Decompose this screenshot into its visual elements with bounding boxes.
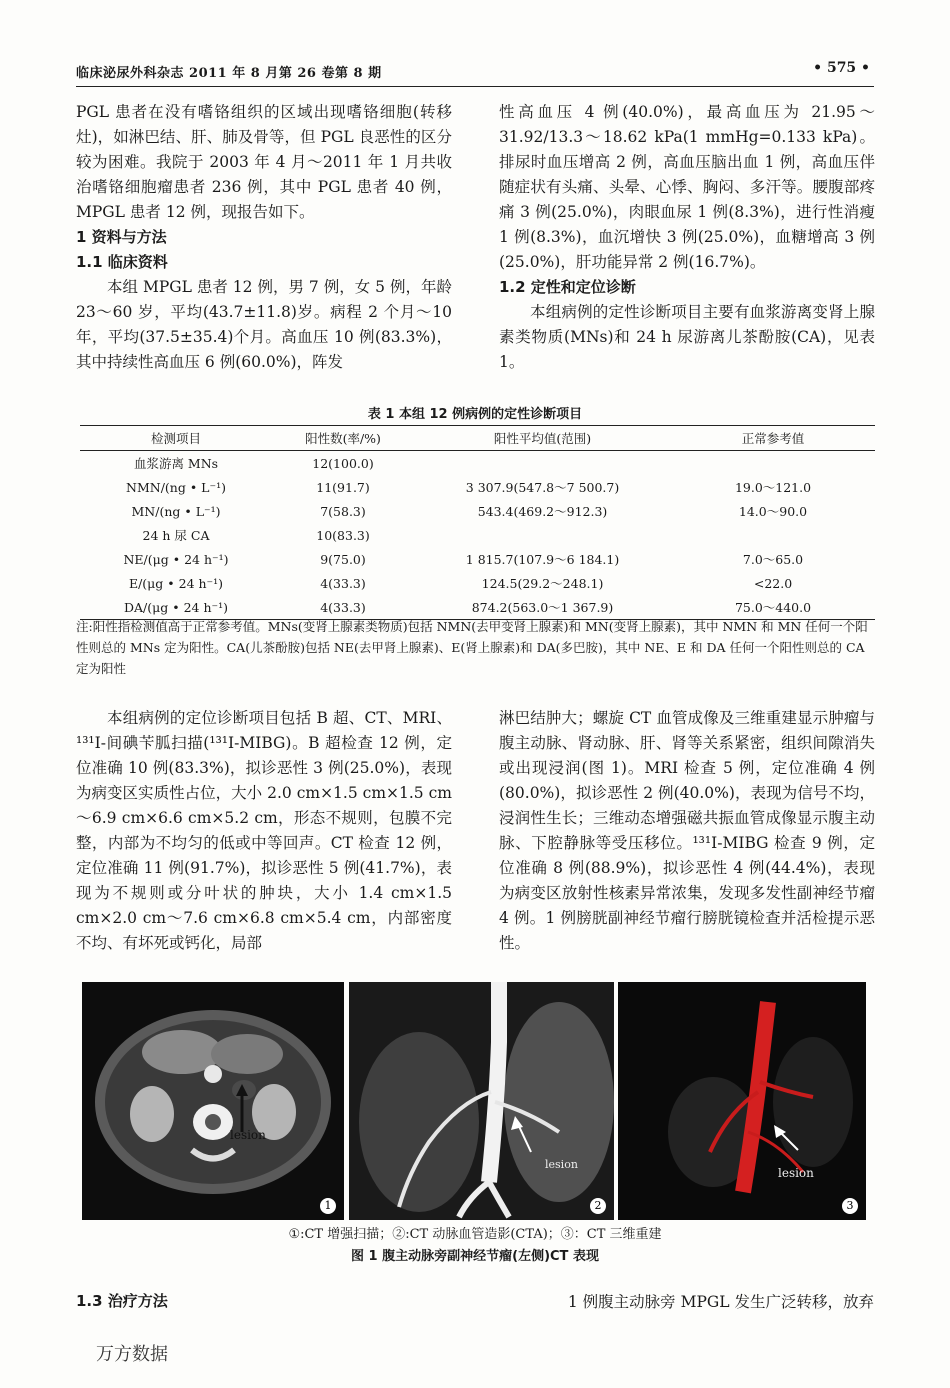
table-cell: 11(91.7): [316, 479, 370, 495]
table-cell: 10(83.3): [316, 527, 370, 543]
table-cell: 4(33.3): [320, 599, 366, 615]
table-cell: NE/(μg • 24 h⁻¹): [123, 551, 229, 567]
figure-panel-cta: [349, 982, 614, 1220]
paragraph: 性高血压 4 例(40.0%)，最高血压为 21.95～31.92/13.3～18.62 kPa(1 mmHg=0.133 kPa)。排尿时血压增高 2 例，高血压脑出血 1 例，高血压伴随症状有头痛、头晕、心悸、胸闷、多汗等。腰腹部疼痛 3 例(25.0%)，肉眼血尿 1 例(8.3%)，进行性消瘦 1 例(8.3%)，血沉增快 3 例(25.0%)，血糖增高 3 例(25.0%)，肝功能异常 2 例(16.7%)。: [499, 103, 875, 271]
table-header-cell: 阳性平均值(范围): [493, 431, 592, 446]
cta-image: [349, 982, 614, 1220]
table-cell: 124.5(29.2～248.1): [481, 576, 604, 591]
table-cell: <22.0: [753, 575, 793, 591]
subsection-heading: 1.2 定性和定位诊断: [499, 278, 636, 296]
paragraph: PGL 患者在没有嗜铬组织的区域出现嗜铬细胞(转移灶)，如淋巴结、肝、肺及骨等，但 PGL 良恶性的区分较为困难。我院于 2003 年 4 月～2011 年 1 月共收治嗜铬细胞瘤患者 236 例，其中 PGL 患者 40 例，MPGL 患者 12 例，现报告如下。: [76, 103, 452, 221]
figure-panel-3d-reconstruction: [618, 982, 866, 1220]
right-column-mid: [499, 706, 875, 956]
table-header-row: [80, 426, 875, 451]
paragraph: 本组病例的定性诊断项目主要有血浆游离变肾上腺素类物质(MNs)和 24 h 尿游离儿茶酚胺(CA)，见表 1。: [499, 303, 875, 371]
table-title: 表 1 本组 12 例病例的定性诊断项目: [367, 407, 583, 422]
table-cell: [414, 451, 671, 476]
paragraph: 1 例腹主动脉旁 MPGL 发生广泛转移，放弃: [567, 1293, 874, 1311]
panel-number: 1: [320, 1198, 336, 1214]
left-column-top: [76, 100, 452, 375]
diagnosis-table: [80, 425, 875, 620]
table-cell: [671, 523, 875, 547]
table-row: [80, 499, 875, 523]
table-cell: DA/(μg • 24 h⁻¹): [124, 599, 228, 615]
table-cell: 7(58.3): [320, 503, 366, 519]
table-row: [80, 475, 875, 499]
subsection-heading: 1.1 临床资料: [76, 253, 168, 271]
table-cell: NMN/(ng • L⁻¹): [126, 479, 226, 495]
paragraph: 本组病例的定位诊断项目包括 B 超、CT、MRI、¹³¹I-间碘苄胍扫描(¹³¹I-MIBG)。B 超检查 12 例，定位准确 10 例(83.3%)，拟诊恶性 3 例(25.0%)，表现为病变区实质性占位，大小 2.0 cm×1.5 cm×1.5 cm～6.9 cm×6.6 cm×5.2 cm，形态不规则，包膜不完整，内部为不均匀的低或中等回声。CT 检查 12 例，定位准确 11 例(91.7%)，拟诊恶性 5 例(41.7%)，表现为不规则或分叶状的肿块，大小 1.4 cm×1.5 cm×2.0 cm～7.6 cm×6.8 cm×5.4 cm，内部密度不均、有坏死或钙化，局部: [76, 709, 452, 952]
table-header-cell: 检测项目: [150, 431, 201, 446]
lesion-label: lesion: [778, 1166, 814, 1180]
right-column-top: [499, 100, 875, 375]
table-cell: 19.0～121.0: [734, 480, 812, 495]
table-cell: 543.4(469.2～912.3): [477, 504, 608, 519]
page-number: • 575 •: [813, 60, 870, 76]
table-cell: 75.0～440.0: [734, 600, 812, 615]
table-cell: 9(75.0): [320, 551, 366, 567]
table-cell: [414, 523, 671, 547]
table-cell: 4(33.3): [320, 575, 366, 591]
panel-number: 3: [842, 1198, 858, 1214]
table-cell: 血浆游离 MNs: [133, 456, 219, 471]
journal-header: 临床泌尿外科杂志 2011 年 8 月第 26 卷第 8 期: [76, 66, 382, 81]
ct-axial-image: [82, 982, 344, 1220]
table-cell: 24 h 尿 CA: [142, 528, 210, 543]
table-header-cell: 阳性数(率/%): [305, 431, 381, 446]
table-cell: [671, 451, 875, 476]
lesion-label: lesion: [230, 1128, 266, 1142]
table-cell: MN/(ng • L⁻¹): [131, 503, 221, 519]
paragraph: 淋巴结肿大；螺旋 CT 血管成像及三维重建显示肿瘤与腹主动脉、肾动脉、肝、肾等关系紧密，组织间隙消失或出现浸润(图 1)。MRI 检查 5 例，定位准确 4 例(80.0%)，拟诊恶性 2 例(40.0%)，表现为信号不均，浸润性生长；三维动态增强磁共振血管成像显示腹主动脉、下腔静脉等受压移位。¹³¹I-MIBG 检查 9 例，定位准确 8 例(88.9%)，拟诊恶性 4 例(44.4%)，表现为病变区放射性核素异常浓集，发现多发性副神经节瘤 4 例。1 例膀胱副神经节瘤行膀胱镜检查并活检提示恶性。: [499, 709, 875, 952]
table-row: [80, 523, 875, 547]
subsection-heading: 1.3 治疗方法: [76, 1292, 168, 1310]
table-cell: 874.2(563.0～1 367.9): [471, 600, 614, 615]
section-heading: 1 资料与方法: [76, 228, 167, 246]
panel-number: 2: [590, 1198, 606, 1214]
figure-caption: ①:CT 增强扫描；②:CT 动脉血管造影(CTA)；③：CT 三维重建: [288, 1227, 662, 1242]
table-row: [80, 451, 875, 476]
watermark: 万方数据: [96, 1344, 168, 1365]
table-row: [80, 547, 875, 571]
table-cell: 7.0～65.0: [742, 552, 804, 567]
ct-3d-image: [618, 982, 866, 1220]
table-cell: 12(100.0): [312, 455, 374, 471]
lesion-label: lesion: [545, 1158, 578, 1171]
header-rule: [76, 86, 874, 87]
left-column-mid: [76, 706, 452, 956]
table-cell: 3 307.9(547.8～7 500.7): [465, 480, 620, 495]
figure-title: 图 1 腹主动脉旁副神经节瘤(左侧)CT 表现: [351, 1249, 599, 1264]
figure-panel-ct-axial: [82, 982, 344, 1220]
table-cell: 14.0～90.0: [738, 504, 808, 519]
table-header-cell: 正常参考值: [741, 431, 805, 446]
table-row: [80, 571, 875, 595]
table-cell: 1 815.7(107.9～6 184.1): [465, 552, 620, 567]
table-note: 注:阳性指检测值高于正常参考值。MNs(变肾上腺素类物质)包括 NMN(去甲变肾上腺素)和 MN(变肾上腺素)，其中 NMN 和 MN 任何一个阳性则总的 MNs 定为阳性。CA(儿茶酚胺)包括 NE(去甲肾上腺素)、E(肾上腺素)和 DA(多巴胺)，其中 NE、E 和 DA 任何一个阳性则总的 CA 定为阳性: [76, 619, 868, 676]
table-cell: E/(μg • 24 h⁻¹): [128, 575, 224, 591]
paragraph: 本组 MPGL 患者 12 例，男 7 例，女 5 例，年龄 23～60 岁，平均(43.7±11.8)岁。病程 2 个月～10 年，平均(37.5±35.4)个月。高血压 10 例(83.3%)，其中持续性高血压 6 例(60.0%)，阵发: [76, 278, 452, 371]
